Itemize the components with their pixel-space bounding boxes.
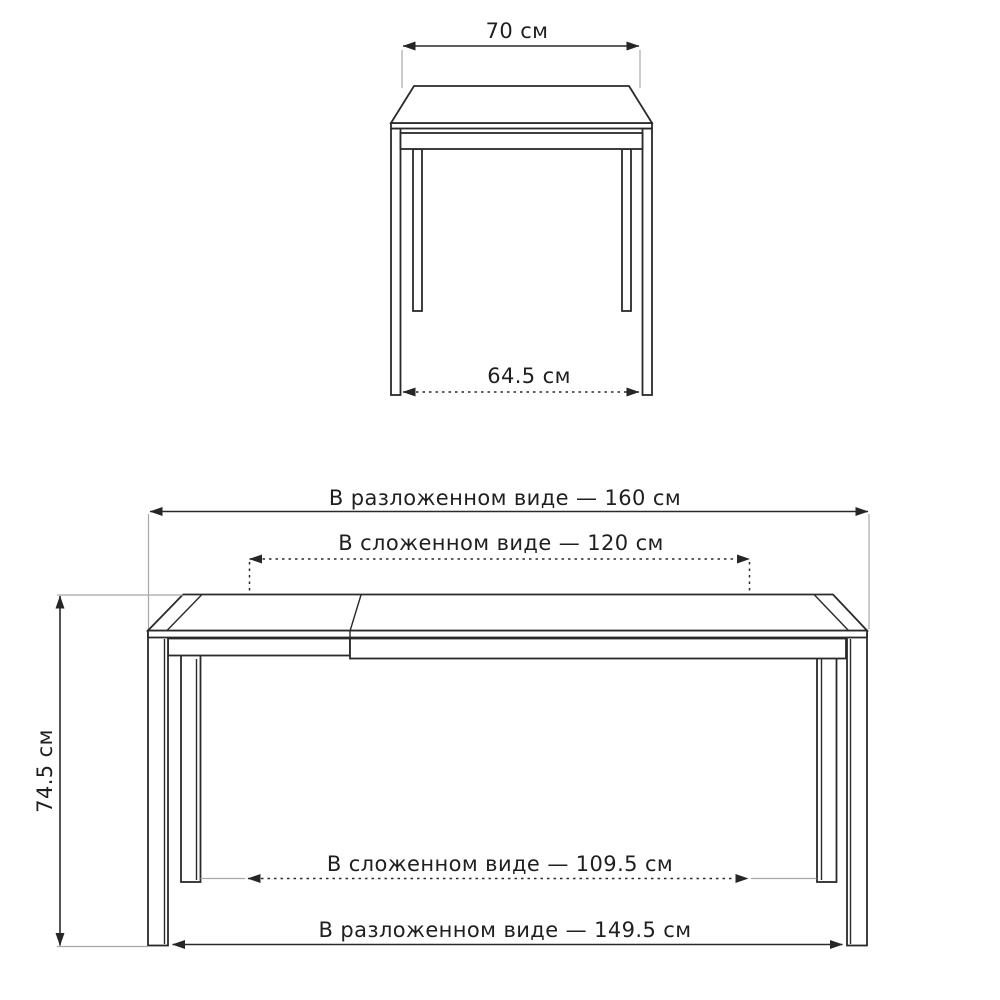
back-left-leg (413, 149, 422, 311)
back-left-leg (181, 650, 201, 882)
back-right-leg (622, 149, 631, 311)
front-folded-leg-span-dimension (201, 852, 817, 879)
front-right-leg (643, 129, 653, 396)
apron-left-section (168, 639, 350, 656)
tabletop-top-surface (148, 595, 867, 631)
front-unfolded-width-label: В разложенном виде — 160 см (328, 486, 682, 510)
side-leg-span-label: 64.5 см (487, 364, 571, 388)
front-unfolded-leg-span-label: В разложенном виде — 149.5 см (318, 918, 692, 942)
front-folded-leg-span-label: В сложенном виде — 109.5 см (326, 852, 674, 876)
front-folded-width-label: В сложенном виде — 120 см (338, 531, 664, 555)
front-folded-width-dimension (250, 531, 750, 593)
side-view-table (391, 86, 652, 395)
front-left-leg (391, 129, 401, 396)
tabletop-edge (148, 631, 867, 638)
side-width-dimension (402, 19, 640, 88)
side-leg-span-dimension (403, 364, 639, 392)
side-width-label: 70 см (485, 19, 549, 43)
side-view (391, 19, 652, 395)
apron (401, 133, 643, 149)
front-unfolded-leg-span-dimension (173, 918, 843, 945)
front-view (33, 486, 869, 947)
front-height-label: 74.5 см (33, 729, 57, 813)
tabletop-top-surface (391, 86, 652, 123)
back-right-leg (817, 650, 837, 882)
front-view-table (148, 595, 867, 946)
apron-right-section (350, 639, 846, 659)
